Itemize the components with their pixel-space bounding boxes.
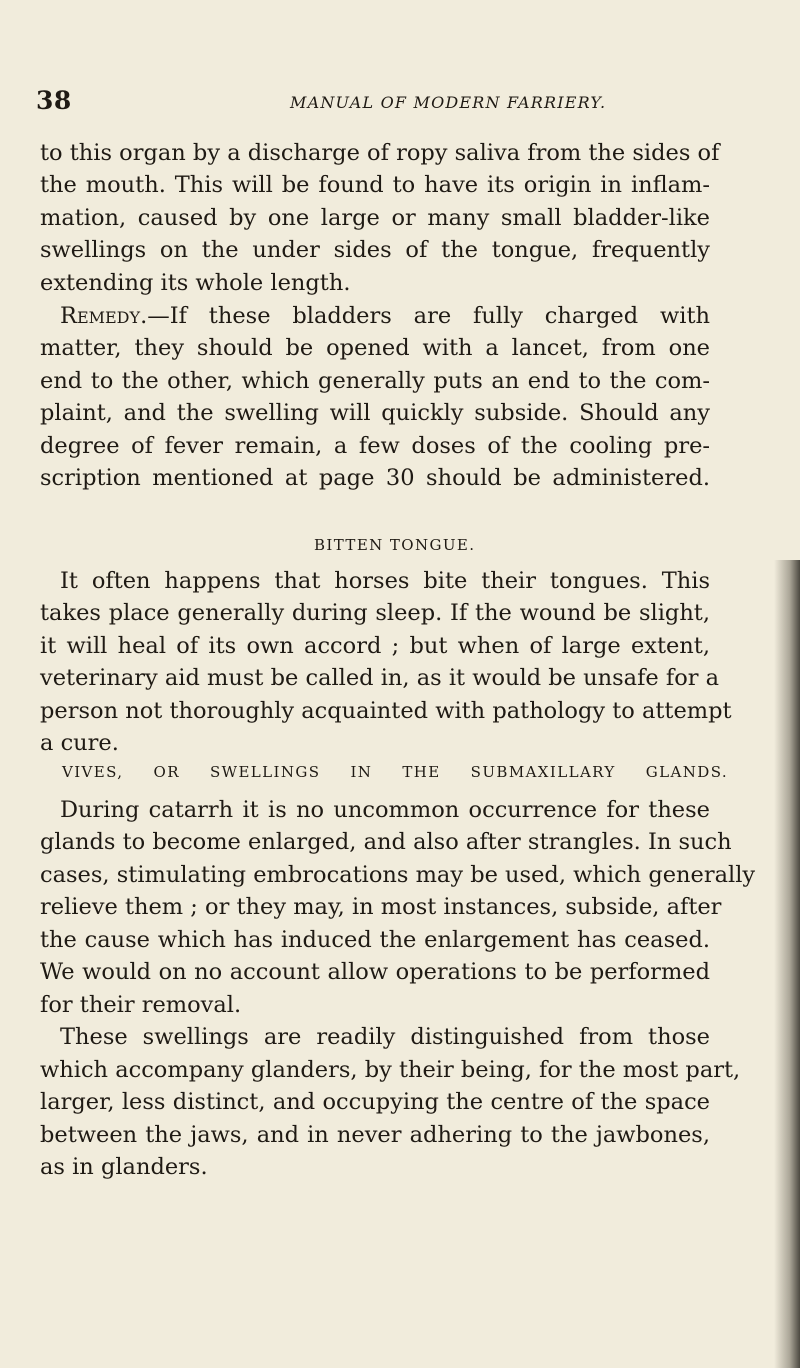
text-line: swellings on the under sides of the tongue, frequently bbox=[40, 237, 710, 263]
text-line: extending its whole length. bbox=[40, 270, 351, 296]
text-line: veterinary aid must be called in, as it would be unsafe for a bbox=[40, 665, 720, 691]
text-line: as in glanders. bbox=[40, 1154, 208, 1180]
text-line: end to the other, which generally puts an end to the com- bbox=[40, 368, 710, 394]
text-line: the cause which has induced the enlargement has ceased. bbox=[40, 927, 710, 953]
text-line: person not thoroughly acquainted with pathology to attempt bbox=[40, 698, 732, 724]
text-line: plaint, and the swelling will quickly subside. Should any bbox=[40, 400, 710, 426]
text-line: which accompany glanders, by their being, for the most part, bbox=[40, 1057, 741, 1083]
remedy-label: Remedy. bbox=[60, 303, 148, 329]
text-line: a cure. bbox=[40, 730, 119, 756]
text-line: During catarrh it is no uncommon occurrence for these bbox=[60, 797, 710, 823]
text-line: between the jaws, and in never adhering to the jawbones, bbox=[40, 1122, 710, 1148]
text-line: scription mentioned at page 30 should be administered. bbox=[40, 465, 710, 491]
text-line: takes place generally during sleep. If the wound be slight, bbox=[40, 600, 710, 626]
text-line: matter, they should be opened with a lancet, from one bbox=[40, 335, 710, 361]
text-line: relieve them ; or they may, in most instances, subside, after bbox=[40, 894, 722, 920]
text-line: larger, less distinct, and occupying the centre of the space bbox=[40, 1089, 710, 1115]
text-line: mation, caused by one large or many small bladder-like bbox=[40, 205, 710, 231]
page-number: 38 bbox=[36, 86, 72, 115]
remedy-paragraph-first-line bbox=[60, 300, 710, 333]
section-heading-bitten-tongue: BITTEN TONGUE. bbox=[314, 536, 476, 554]
text-line: glands to become enlarged, and also after strangles. In such bbox=[40, 829, 732, 855]
text-line: —If these bladders are fully charged with bbox=[147, 303, 710, 329]
text-line: to this organ by a discharge of ropy saliva from the sides of bbox=[40, 140, 720, 166]
text-line: degree of fever remain, a few doses of the cooling pre- bbox=[40, 433, 710, 459]
section-heading-vives: VIVES, OR SWELLINGS IN THE SUBMAXILLARY GLANDS. bbox=[62, 763, 728, 781]
text-line: These swellings are readily distinguished from those bbox=[60, 1024, 710, 1050]
text-line: the mouth. This will be found to have its origin in inflam- bbox=[40, 172, 710, 198]
running-head: MANUAL OF MODERN FARRIERY. bbox=[290, 93, 607, 112]
text-line: cases, stimulating embrocations may be used, which generally bbox=[40, 862, 756, 888]
text-line: it will heal of its own accord ; but when of large extent, bbox=[40, 633, 710, 659]
page-edge-shadow bbox=[774, 560, 800, 1368]
text-line: for their removal. bbox=[40, 992, 242, 1018]
page-header bbox=[0, 86, 800, 116]
text-line: We would on no account allow operations to be performed bbox=[40, 959, 710, 985]
text-line: It often happens that horses bite their tongues. This bbox=[60, 568, 710, 594]
